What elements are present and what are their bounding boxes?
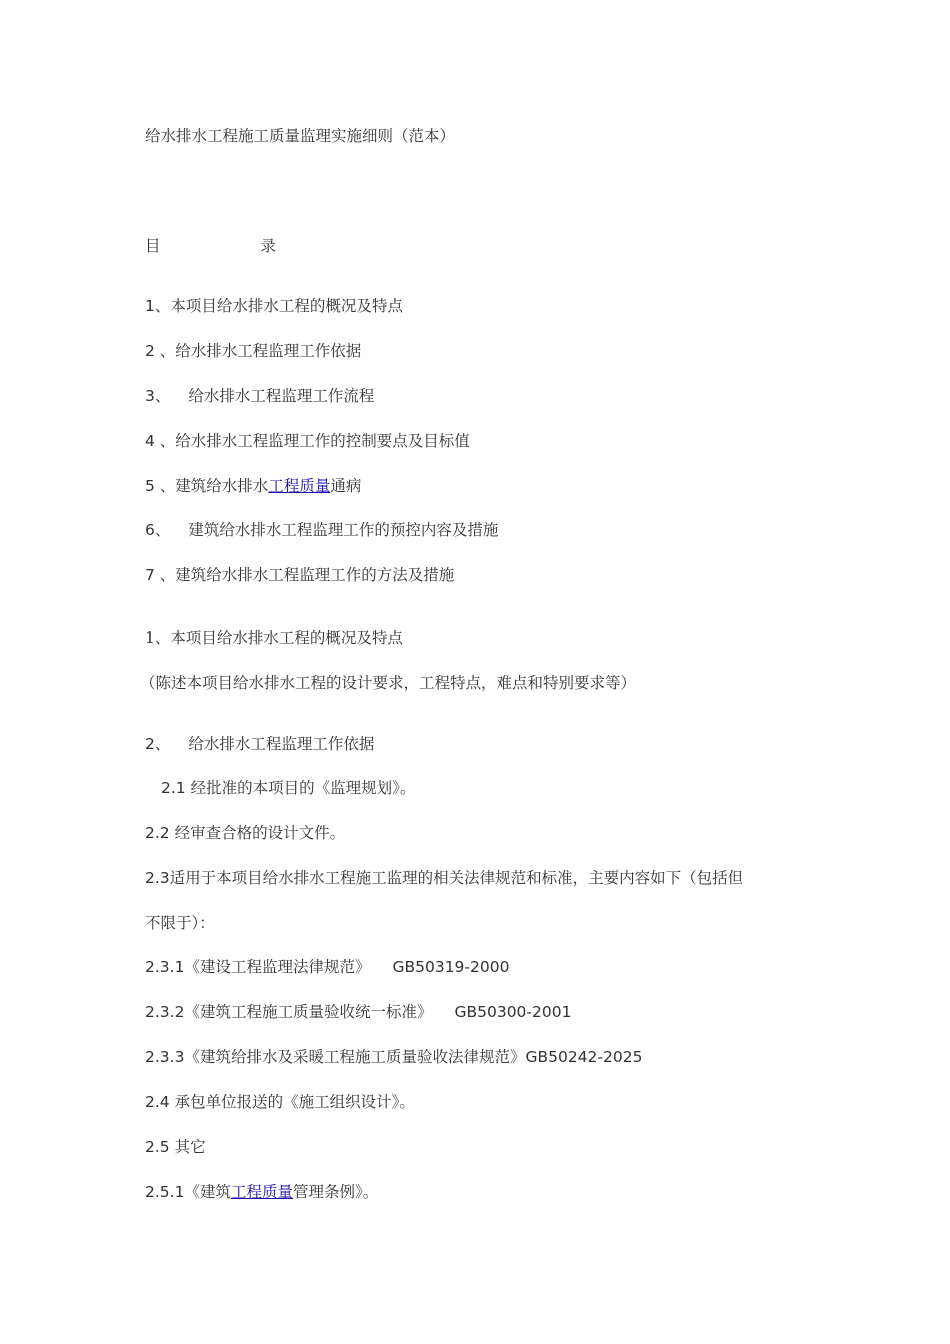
item-text: 经批准的本项目的《监理规划》。 (190, 779, 416, 797)
engineering-quality-link[interactable]: 工程质量 (230, 1183, 293, 1201)
toc-item-3 (145, 385, 374, 407)
standard-code: GB50300-2001 (454, 1003, 572, 1021)
item-text: 适用于本项目给水排水工程施工监理的相关法律规范和标准，主要内容如下（包括但 (169, 869, 744, 887)
toc-item-label: 给水排水工程监理工作依据 (175, 342, 362, 360)
toc-heading (145, 235, 276, 257)
item-text: 《建筑给排水及采暖工程施工质量验收法律规范》 (184, 1048, 526, 1066)
document-title: 给水排水工程施工质量监理实施细则（范本） (145, 127, 456, 145)
toc-item-label: 给水排水工程监理工作流程 (188, 387, 375, 405)
item-number: 2.4 (145, 1093, 170, 1111)
toc-item-5 (145, 475, 361, 497)
toc-item-label: 本项目给水排水工程的概况及特点 (170, 297, 403, 315)
section1-heading: 1、本项目给水排水工程的概况及特点 (145, 629, 403, 647)
item-text: 经审查合格的设计文件。 (174, 824, 346, 842)
toc-item-number: 1、 (145, 297, 171, 315)
item-2-2 (145, 822, 345, 844)
item-text: 其它 (174, 1138, 206, 1156)
item-2-4 (145, 1091, 415, 1113)
toc-heading-right: 录 (260, 237, 277, 255)
toc-item-label: 给水排水工程监理工作的控制要点及目标值 (175, 432, 470, 450)
toc-item-label-suffix: 通病 (330, 477, 362, 495)
standard-code: GB50242-2025 (525, 1048, 643, 1066)
toc-item-label: 建筑给水排水 (175, 477, 269, 495)
toc-item-7 (145, 564, 454, 586)
section-title: 给水排水工程监理工作依据 (188, 735, 375, 753)
item-number: 2.5 (145, 1138, 170, 1156)
item-2-1 (161, 777, 415, 799)
item-2-5 (145, 1136, 206, 1158)
item-number: 2.5.1 (145, 1183, 185, 1201)
item-text-suffix: 管理条例》。 (292, 1183, 379, 1201)
toc-item-number: 5 、 (145, 477, 176, 495)
item-number: 2.2 (145, 824, 170, 842)
toc-heading-left: 目 (145, 237, 161, 255)
toc-item-number: 2 、 (145, 342, 176, 360)
item-text: 《建设工程监理法律规范》 (184, 958, 371, 976)
item-number: 2.1 (161, 779, 186, 797)
section1-note: （陈述本项目给水排水工程的设计要求，工程特点，难点和特别要求等） (140, 674, 637, 692)
section2-heading (145, 733, 374, 755)
section-number: 2、 (145, 735, 171, 753)
item-text: 《建筑 (184, 1183, 231, 1201)
item-number: 2.3.3 (145, 1048, 185, 1066)
item-2-3 (145, 867, 743, 889)
item-2-3-3 (145, 1046, 642, 1068)
standard-code: GB50319-2000 (392, 958, 510, 976)
engineering-quality-link[interactable]: 工程质量 (268, 477, 331, 495)
toc-item-6 (145, 519, 498, 541)
toc-item-number: 3、 (145, 387, 171, 405)
item-number: 2.3.1 (145, 958, 185, 976)
item-2-5-1 (145, 1181, 378, 1203)
toc-item-number: 4 、 (145, 432, 176, 450)
toc-item-label: 建筑给水排水工程监理工作的方法及措施 (175, 566, 455, 584)
item-text: 承包单位报送的《施工组织设计》。 (174, 1093, 415, 1111)
toc-item-label: 建筑给水排水工程监理工作的预控内容及措施 (188, 521, 499, 539)
toc-item-number: 6、 (145, 521, 171, 539)
toc-item-1 (145, 295, 403, 317)
item-2-3-1 (145, 956, 509, 978)
toc-item-2 (145, 340, 361, 362)
toc-item-number: 7 、 (145, 566, 176, 584)
toc-item-4 (145, 430, 470, 452)
item-2-3-continuation: 不限于）： (145, 914, 215, 932)
item-number: 2.3.2 (145, 1003, 185, 1021)
item-number: 2.3 (145, 869, 170, 887)
item-2-3-2 (145, 1001, 571, 1023)
item-text: 《建筑工程施工质量验收统一标准》 (184, 1003, 433, 1021)
